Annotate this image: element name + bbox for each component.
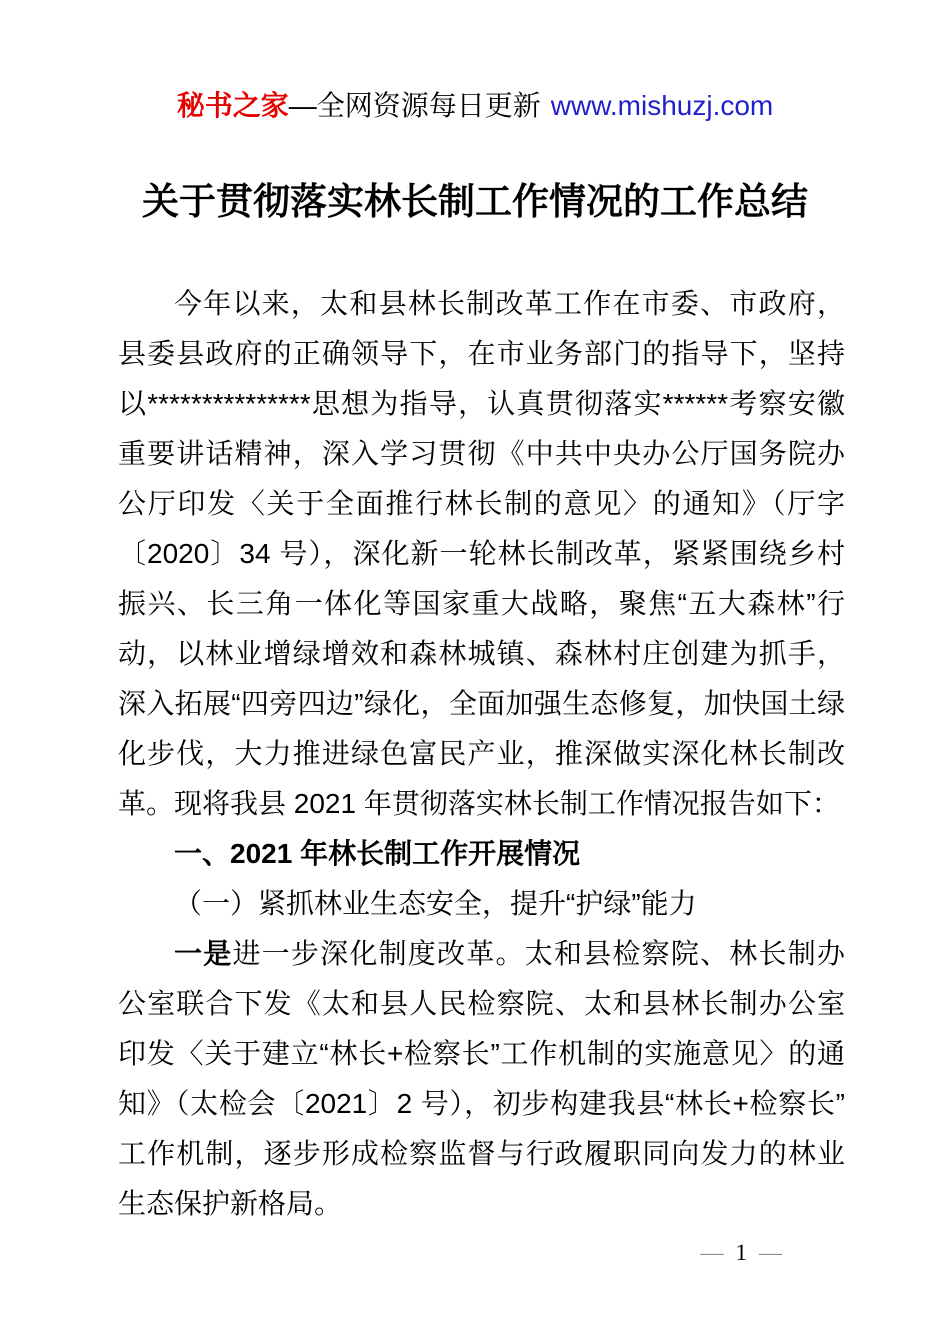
document-body <box>118 279 845 1229</box>
section-heading: 一、2021 年林长制工作开展情况 <box>174 838 581 869</box>
page-number-value: 1 <box>735 1240 747 1265</box>
document-title: 关于贯彻落实林长制工作情况的工作总结 <box>142 181 808 222</box>
page-number-dash-left: — <box>700 1240 724 1265</box>
item-paragraph <box>118 929 845 1229</box>
item-text: 进一步深化制度改革。太和县检察院、林长制办公室联合下发《太和县人民检察院、太和县林长制办公室印发〈关于建立“林长+检察长”工作机制的实施意见〉的通知》（太检会〔2021〕2 号），初步构建我县“林长+检察长”工作机制，逐步形成检察监督与行政履职同向发力的林业生态保护新格局。 <box>118 938 845 1219</box>
intro-paragraph: 今年以来，太和县林长制改革工作在市委、市政府，县委县政府的正确领导下，在市业务部门的指导下，坚持以***************思想为指导，认真贯彻落实******考察安徽重要讲话精神，深入学习贯彻《中共中央办公厅国务院办公厅印发〈关于全面推行林长制的意见〉的通知》（厅字〔2020〕34 号），深化新一轮林长制改革，紧紧围绕乡村振兴、长三角一体化等国家重大战略，聚焦“五大森林”行动，以林业增绿增效和森林城镇、森林村庄创建为抓手，深入拓展“四旁四边”绿化，全面加强生态修复，加快国土绿化步伐，大力推进绿色富民产业，推深做实深化林长制改革。现将我县 2021 年贯彻落实林长制工作情况报告如下： <box>118 288 845 819</box>
page-number-dash-right: — <box>759 1240 782 1265</box>
site-tagline: —全网资源每日更新 <box>288 90 541 121</box>
page-number <box>701 1240 783 1266</box>
site-brand: 秘书之家 <box>176 90 289 121</box>
item-lead: 一是 <box>174 938 233 969</box>
site-url-link[interactable]: www.mishuzj.com <box>550 90 774 121</box>
subsection-heading: （一）紧抓林业生态安全，提升“护绿”能力 <box>174 888 697 919</box>
site-header <box>0 85 950 127</box>
